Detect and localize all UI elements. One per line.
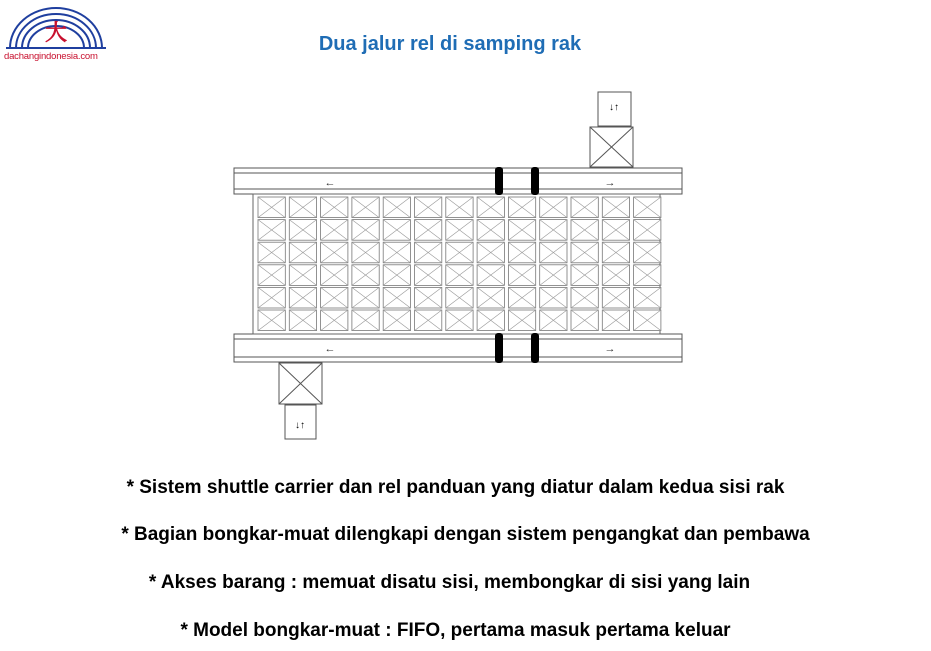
rack-cell <box>634 197 661 218</box>
rack-cell <box>540 265 567 286</box>
rack-cell <box>602 242 629 263</box>
rack-cell <box>508 265 535 286</box>
page-title: Dua jalur rel di samping rak <box>318 33 582 55</box>
rack-cell <box>540 287 567 308</box>
rack-cell <box>289 220 316 241</box>
rack-cell <box>321 197 348 218</box>
rack-cell <box>415 287 442 308</box>
rack-cell <box>352 220 379 241</box>
rack-cell <box>446 197 473 218</box>
rack-cell <box>634 310 661 331</box>
rack-cell <box>352 197 379 218</box>
rack-cell <box>383 220 410 241</box>
bottom-rail-right-arrow: → <box>604 343 616 355</box>
rack-cell <box>352 287 379 308</box>
rack-cell <box>477 197 504 218</box>
rack-cell <box>571 242 598 263</box>
rack-cell <box>634 287 661 308</box>
rack-cell <box>508 310 535 331</box>
rack-cell <box>289 265 316 286</box>
rack-cell <box>602 310 629 331</box>
rack-cell <box>634 242 661 263</box>
rack-cell <box>258 287 285 308</box>
rack-cell <box>540 242 567 263</box>
rack-cell <box>321 220 348 241</box>
rack-cell <box>571 197 598 218</box>
bullet-3: * Akses barang : memuat disatu sisi, membongkar di sisi yang lain <box>148 572 751 593</box>
rack-cell <box>352 242 379 263</box>
rack-cell <box>383 265 410 286</box>
top-rail-right-arrow: → <box>604 177 616 189</box>
rack-cell <box>446 310 473 331</box>
rack-cell <box>415 242 442 263</box>
rack-cell <box>415 220 442 241</box>
rack-cell <box>258 242 285 263</box>
rack-cell <box>571 287 598 308</box>
bottom-lift-arrows: ↓↑ <box>295 420 305 431</box>
rack-cell <box>602 287 629 308</box>
bullet-1: * Sistem shuttle carrier dan rel panduan yang diatur dalam kedua sisi rak <box>126 477 785 498</box>
rack-cell <box>477 310 504 331</box>
rack-cell <box>383 287 410 308</box>
rack-cell <box>477 265 504 286</box>
bottom-rail-left-arrow: ← <box>324 343 336 355</box>
rack-cell <box>571 220 598 241</box>
rack-cell <box>508 242 535 263</box>
rack-cell <box>508 287 535 308</box>
rack-cell <box>321 310 348 331</box>
rack-cell <box>446 220 473 241</box>
rack-cell <box>540 197 567 218</box>
rack-cell <box>477 242 504 263</box>
logo-glyph: 大 <box>44 21 68 46</box>
rack-cells <box>258 197 661 331</box>
rack-cell <box>383 197 410 218</box>
rack-cell <box>446 242 473 263</box>
rack-cell <box>289 310 316 331</box>
rack-cell <box>540 220 567 241</box>
rack-cell <box>258 220 285 241</box>
rack-cell <box>415 310 442 331</box>
rack-cell <box>258 310 285 331</box>
rack-cell <box>446 265 473 286</box>
rack-cell <box>477 287 504 308</box>
rack-cell <box>415 197 442 218</box>
top-lift-arrows: ↓↑ <box>609 102 619 113</box>
rack-cell <box>258 265 285 286</box>
rack-cell <box>352 310 379 331</box>
rack-cell <box>446 287 473 308</box>
rack-cell <box>634 220 661 241</box>
rack-cell <box>289 287 316 308</box>
bullet-4: * Model bongkar-muat : FIFO, pertama masuk pertama keluar <box>180 620 731 641</box>
rack-cell <box>477 220 504 241</box>
rack-cell <box>571 310 598 331</box>
rack-cell <box>415 265 442 286</box>
top-rail-left-arrow: ← <box>324 177 336 189</box>
rack-cell <box>321 287 348 308</box>
rack-cell <box>634 265 661 286</box>
rack-cell <box>602 197 629 218</box>
rack-cell <box>289 197 316 218</box>
logo-site-text: dachangindonesia.com <box>4 51 98 62</box>
rack-cell <box>352 265 379 286</box>
rack-cell <box>508 220 535 241</box>
rack-cell <box>508 197 535 218</box>
bullet-2: * Bagian bongkar-muat dilengkapi dengan sistem pengangkat dan pembawa <box>121 524 810 545</box>
rack-cell <box>540 310 567 331</box>
rack-cell <box>602 265 629 286</box>
rack-cell <box>321 265 348 286</box>
rack-cell <box>321 242 348 263</box>
rack-cell <box>289 242 316 263</box>
rack-cell <box>258 197 285 218</box>
rack-cell <box>383 310 410 331</box>
rack-cell <box>602 220 629 241</box>
rack-cell <box>571 265 598 286</box>
rack-cell <box>383 242 410 263</box>
